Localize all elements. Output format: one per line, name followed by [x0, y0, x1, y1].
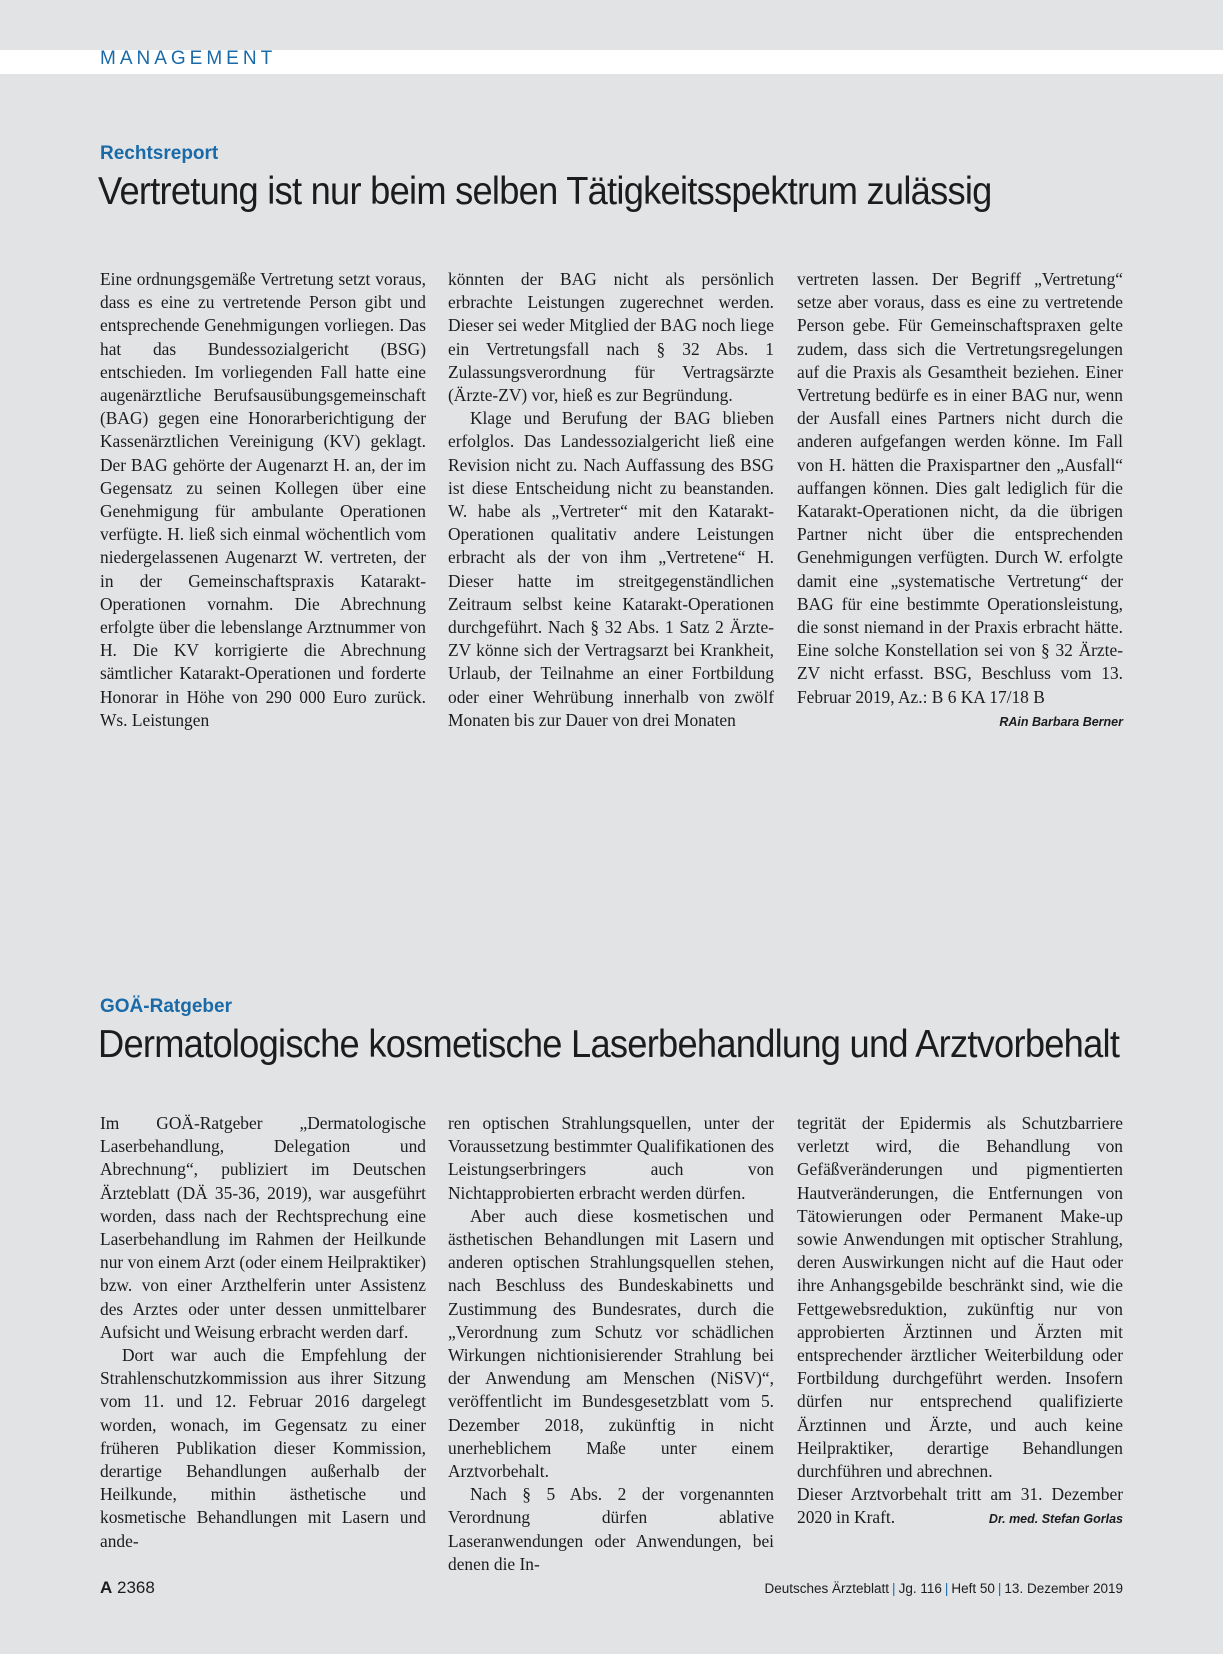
paragraph: Eine ordnungsgemäße Vertretung setzt voraus, dass es eine zu vertretende Person gibt und entsprechende Genehmigungen vorliegen. Das hat das Bundessozialgericht (BSG) entschieden. Im vorliegenden Fall hatte eine augenärztliche Berufsausübungsgemeinschaft (BAG) gegen eine Honorarberichtigung der Kassenärztlichen Vereinigung (KV) geklagt. Der BAG gehörte der Augenarzt H. an, der im Gegensatz zu seinen Kollegen über eine Genehmigung für ambulante Operationen verfügte. H. ließ sich einmal wöchentlich vom niedergelassenen Augenarzt W. vertreten, der in der Gemeinschaftspraxis Katarakt-Operationen vornahm. Die Abrechnung erfolgte über die lebenslange Arztnummer von H. Die KV korrigierte die Abrechnung sämtlicher Katarakt-Operationen und forderte Honorar in Höhe von 290 000 Euro zurück. Ws. Leistungen [100, 269, 426, 730]
journal-name: Deutsches Ärzteblatt [764, 1581, 890, 1596]
paragraph: ren optischen Strahlungsquellen, unter der Voraussetzung bestimmter Qualifikationen des Leistungserbringers auch von Nichtapprobierten erbracht werden dürfen. [448, 1113, 774, 1203]
article2-column-3 [797, 1112, 1123, 1532]
article1-title: Vertretung ist nur beim selben Tätigkeitsspektrum zulässig [98, 170, 992, 213]
article2-kicker: GOÄ-Ratgeber [100, 996, 232, 1017]
paragraph: tegrität der Epidermis als Schutzbarriere verletzt wird, die Behandlung von Gefäßveränderungen und pigmentierten Hautveränderungen, die Entfernungen von Tätowierungen oder Permanent Make-up sowie Anwendungen mit optischer Strahlung, deren Auswirkungen nicht auf die Haut oder ihre Anhangsgebilde beschränkt sind, wie die Fettgewebsreduktion, zukünftig nur von approbierten Ärztinnen und Ärzten mit entsprechender ärztlicher Weiterbildung oder Fortbildung durchgeführt werden. Insofern dürfen nur entsprechend qualifizierte Ärztinnen und Ärzte, und auch keine Heilpraktiker, derartige Behandlungen durchführen und abrechnen. [797, 1113, 1123, 1482]
article1-kicker: Rechtsreport [100, 143, 219, 164]
paragraph: könnten der BAG nicht als persönlich erbrachte Leistungen zugerechnet werden. Dieser sei weder Mitglied der BAG noch liege ein Vertretungsfall nach § 32 Abs. 1 Zulassungsverordnung für Vertragsärzte (Ärzte-ZV) vor, hieß es zur Begründung. [448, 269, 774, 406]
article2-column-2 [448, 1112, 774, 1576]
journal-issue: Heft 50 [951, 1581, 995, 1596]
article2-author: Dr. med. Stefan Gorlas [988, 1512, 1123, 1527]
article2-title: Dermatologische kosmetische Laserbehandlung und Arztvorbehalt [98, 1023, 1120, 1066]
journal-info: Deutsches Ärzteblatt | Jg. 116 | Heft 50 | 13. Dezember 2019 [764, 1581, 1123, 1596]
paragraph: Aber auch diese kosmetischen und ästhetischen Behandlungen mit Lasern und anderen optischen Strahlungsquellen stehen, nach Beschluss des Bundeskabinetts und Zustimmung des Bundesrates, durch die „Verordnung zum Schutz vor schädlichen Wirkungen nichtionisierender Strahlung bei der Anwendung am Menschen (NiSV)“, veröffentlicht im Bundesgesetzblatt vom 5. Dezember 2018, zukünftig in nicht unerheblichem Maße unter einem Arztvorbehalt. [448, 1205, 774, 1482]
article1-column-1 [100, 268, 426, 732]
paragraph: vertreten lassen. Der Begriff „Vertretung“ setze aber voraus, dass es eine zu vertretende Person gebe. Für Gemeinschaftspraxen gelte zudem, dass sich die Vertretungsregelungen auf die Praxis als Gesamtheit beziehen. Einer Vertretung bedürfe es in einer BAG nur, wenn der Ausfall eines Partners nicht durch die anderen aufgefangen werden könne. Im Fall von H. hätten die Praxispartner den „Ausfall“ auffangen können. Dies galt lediglich für die Katarakt-Operationen nicht, da die übrigen Partner nicht über die entsprechenden Genehmigungen verfügten. Durch W. erfolgte damit eine „systematische Vertretung“ der BAG für eine bestimmte Operationsleistung, die sonst niemand in der Praxis erbracht hätte. Eine solche Konstellation sei von § 32 Ärzte-ZV nicht erfasst. BSG, Beschluss vom 13. Februar 2019, Az.: B 6 KA 17/18 B RAin Barbara Berner [797, 268, 1123, 709]
paragraph: Dieser Arztvorbehalt tritt am 31. Dezember 2020 in Kraft. Dr. med. Stefan Gorlas [797, 1483, 1123, 1529]
paragraph: Im GOÄ-Ratgeber „Dermatologische Laserbehandlung, Delegation und Abrechnung“, publiziert im Deutschen Ärzteblatt (DÄ 35-36, 2019), war ausgeführt worden, dass nach der Rechtsprechung eine Laserbehandlung im Rahmen der Heilkunde nur von einem Arzt (oder einem Heilpraktiker) bzw. von einer Arzthelferin unter Assistenz des Arztes oder unter dessen unmittelbarer Aufsicht und Weisung erbracht werden darf. [100, 1113, 426, 1342]
article1-author: RAin Barbara Berner [999, 714, 1123, 729]
article1-column-3 [797, 268, 1123, 734]
page-number: A 2368 [100, 1578, 155, 1597]
paragraph: Dort war auch die Empfehlung der Strahlenschutzkommission aus ihrer Sitzung vom 11. und 12. Februar 2016 dargelegt worden, wonach, im Gegensatz zu einer früheren Publikation dieser Kommission, derartige Behandlungen außerhalb der Heilkunde, mithin ästhetische und kosmetische Behandlungen mit Lasern und ande- [100, 1345, 426, 1551]
journal-date: 13. Dezember 2019 [1004, 1581, 1123, 1596]
section-label: MANAGEMENT [100, 48, 277, 69]
journal-volume: Jg. 116 [898, 1581, 942, 1596]
article2-column-1 [100, 1112, 426, 1553]
paragraph: Nach § 5 Abs. 2 der vorgenannten Verordnung dürfen ablative Laseranwendungen oder Anwendungen, bei denen die In- [448, 1484, 774, 1574]
paragraph: Klage und Berufung der BAG blieben erfolglos. Das Landessozialgericht ließ eine Revision nicht zu. Nach Auffassung des BSG ist diese Entscheidung nicht zu beanstanden. W. habe als „Vertreter“ mit den Katarakt-Operationen qualitativ andere Leistungen erbracht als der von ihm „Vertretene“ H. Dieser hatte im streitgegenständlichen Zeitraum selbst keine Katarakt-Operationen durchgeführt. Nach § 32 Abs. 1 Satz 2 Ärzte-ZV könne sich der Vertragsarzt bei Krankheit, Urlaub, der Teilnahme an einer Fortbildung oder einer Wehrübung innerhalb von zwölf Monaten bis zur Dauer von drei Monaten [448, 408, 774, 730]
article1-column-2 [448, 268, 774, 732]
